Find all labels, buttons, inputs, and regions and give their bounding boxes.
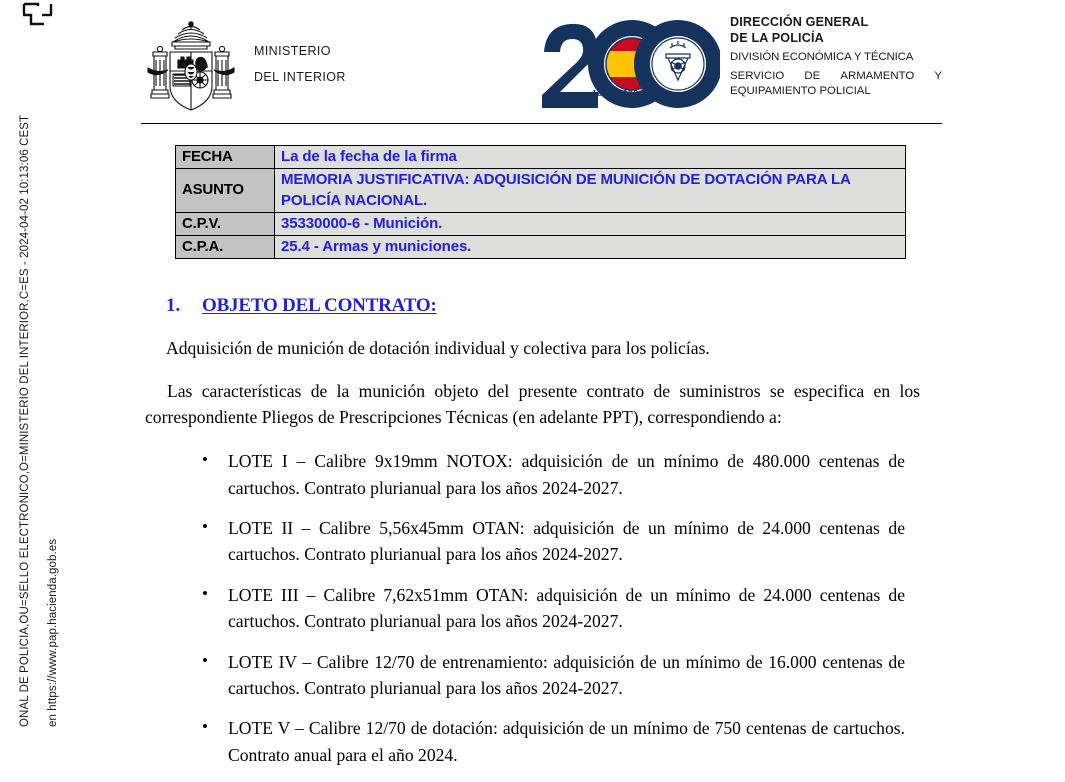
ministry-line-2: DEL INTERIOR <box>254 70 346 84</box>
meta-value-fecha: La de la fecha de la firma <box>275 146 906 169</box>
dgp-service-line-1 <box>730 69 942 84</box>
document-metadata-table <box>175 145 906 259</box>
electronic-signature-stamp <box>0 0 58 727</box>
page-title: OBJETO DEL CONTRATO: <box>202 295 437 316</box>
table-row <box>176 212 906 235</box>
dgp-service-line-2: EQUIPAMIENTO POLICIAL <box>730 85 871 97</box>
dgp-title-line-1: DIRECCIÓN GENERAL <box>730 15 869 29</box>
200-anniversary-logo-icon <box>538 18 720 110</box>
bullet-icon: • <box>202 450 208 470</box>
list-item <box>202 715 905 782</box>
dgp-division-label: DIVISIÓN ECONÓMICA Y TÉCNICA <box>730 51 914 64</box>
signature-text-block <box>0 0 58 727</box>
meta-value-cpv: 35330000-6 - Munición. <box>275 212 906 235</box>
dgp-service-label <box>730 69 942 100</box>
list-item-text: LOTE V – Calibre 12/70 de dotación: adquisición de un mínimo de 750 centenas de cartuchos. Contrato anual para el año 2024. <box>228 718 905 765</box>
list-item-text: LOTE IV – Calibre 12/70 de entrenamiento: adquisición de un mínimo de 16.000 centenas de cartuchos. Contrato plurianual para los años 2024-2027. <box>228 651 905 698</box>
list-item <box>202 448 905 515</box>
meta-value-asunto: MEMORIA JUSTIFICATIVA: ADQUISICIÓN DE MUNICIÓN DE DOTACIÓN PARA LA POLICÍA NACIONAL. <box>275 169 906 213</box>
ministry-name <box>254 38 346 91</box>
document-header <box>0 0 1065 122</box>
signature-line-1: ONAL DE POLICIA,OU=SELLO ELECTRONICO,O=MINISTERIO DEL INTERIOR,C=ES - 2024-04-02 10:13:06 CEST <box>19 114 31 727</box>
bullet-icon: • <box>202 650 208 670</box>
dgp-service-word-1: SERVICIO <box>730 69 785 82</box>
dgp-service-word-2: DE <box>804 69 821 82</box>
ministry-line-1: MINISTERIO <box>254 43 331 58</box>
document-body <box>0 295 1065 782</box>
section-heading <box>166 295 1065 317</box>
list-item-text: LOTE III – Calibre 7,62x51mm OTAN: adquisición de un mínimo de 24.000 centenas de cartuchos. Contrato plurianual para los años 2024-2027. <box>228 584 905 632</box>
police-branding <box>538 14 942 110</box>
signature-line-2: en https://www.pap.hacienda.gob.es <box>47 538 59 727</box>
logo-years-label: 1824 - 2024 <box>592 88 644 98</box>
spain-coat-of-arms-icon <box>142 12 240 116</box>
list-item-text: LOTE II – Calibre 5,56x45mm OTAN: adquisición de un mínimo de 24.000 centenas de cartuchos. Contrato plurianual para los años 2024-2027. <box>228 517 905 565</box>
paragraph-intro: Adquisición de munición de dotación individual y colectiva para los policías. <box>166 338 710 358</box>
dgp-service-word-3: ARMAMENTO <box>840 69 915 82</box>
meta-label-cpa: C.P.A. <box>176 236 275 259</box>
paragraph-specifications: Las características de la munición objeto del presente contrato de suministros se especifica en los correspondiente Pliegos de Prescripciones Técnicas (en adelante PPT), correspondiendo a: <box>145 380 920 428</box>
dgp-title-line-2: DE LA POLICÍA <box>730 31 824 46</box>
dgp-service-word-4: Y <box>934 69 942 82</box>
list-item <box>202 582 905 649</box>
lote-list <box>0 448 1065 782</box>
section-number: 1. <box>166 295 181 316</box>
bullet-icon: • <box>202 583 208 603</box>
meta-label-asunto: ASUNTO <box>176 169 275 213</box>
dgp-title <box>730 14 942 46</box>
meta-label-cpv: C.P.V. <box>176 212 275 235</box>
table-row <box>176 169 906 213</box>
list-item <box>202 649 905 716</box>
bullet-icon: • <box>202 717 208 737</box>
ministry-branding <box>142 12 346 116</box>
table-row <box>176 236 906 259</box>
table-row <box>176 146 906 169</box>
list-item <box>202 515 905 582</box>
list-item-text: LOTE I – Calibre 9x19mm NOTOX: adquisición de un mínimo de 480.000 centenas de cartuchos. Contrato plurianual para los años 2024-2027. <box>228 451 905 498</box>
meta-value-cpa: 25.4 - Armas y municiones. <box>275 236 906 259</box>
bullet-icon: • <box>202 516 208 536</box>
police-department-text <box>730 14 942 99</box>
meta-label-fecha: FECHA <box>176 146 275 169</box>
header-divider <box>141 123 942 124</box>
